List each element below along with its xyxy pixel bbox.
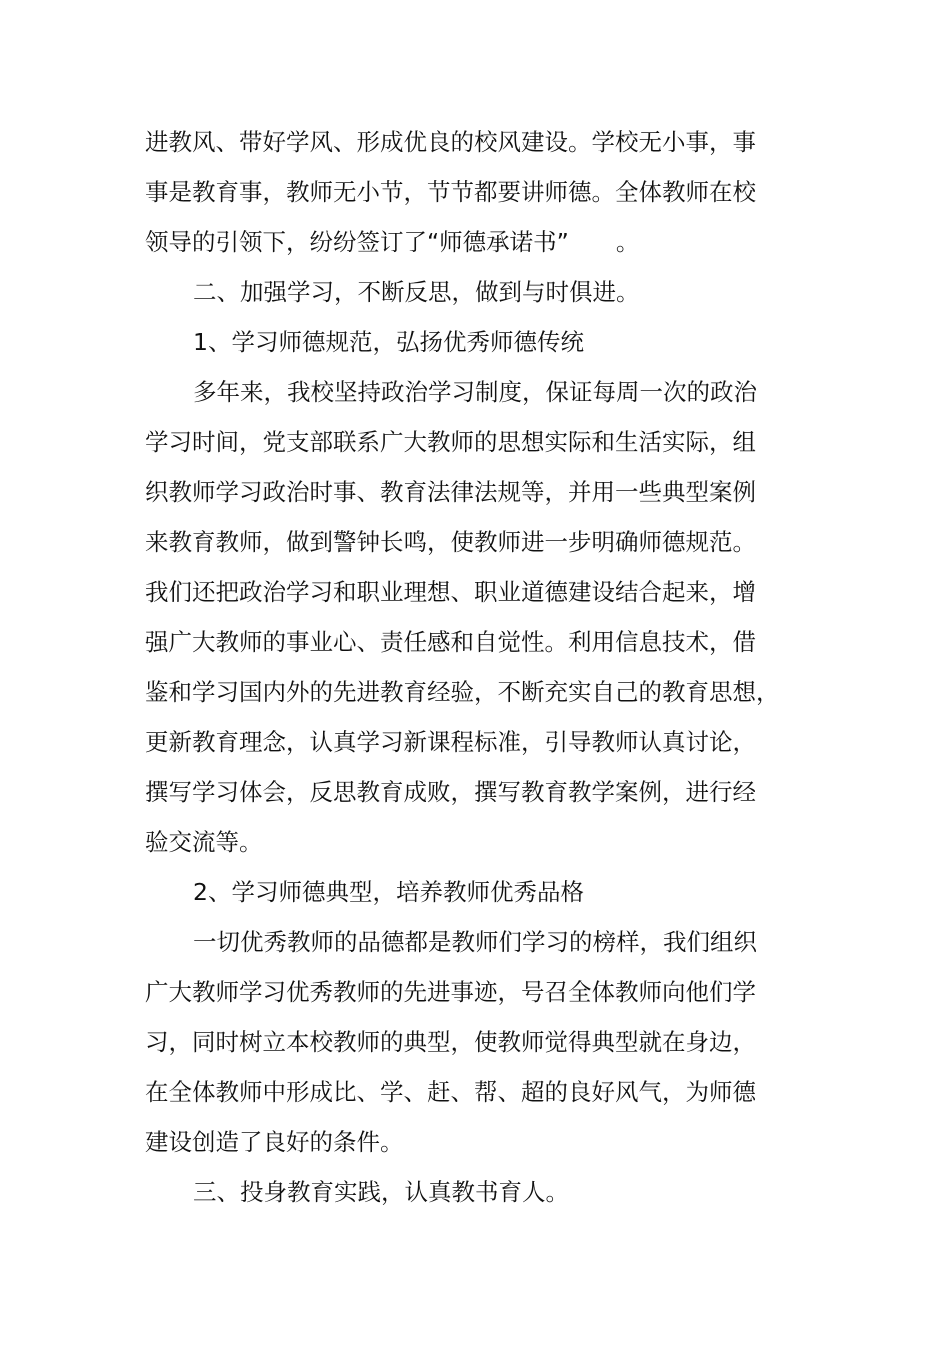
text-line: 织教师学习政治时事、教育法律法规等，并用一些典型案例 xyxy=(145,478,756,506)
text-line: 领导的引领下，纷纷签订了“师德承诺书” 。 xyxy=(145,228,640,256)
subsection-heading: 1、学习师德规范，弘扬优秀师德传统 xyxy=(193,328,584,356)
text-line: 验交流等。 xyxy=(145,828,263,856)
section-heading: 二、加强学习，不断反思，做到与时俱进。 xyxy=(193,278,640,306)
text-line: 事是教育事，教师无小节，节节都要讲师德。全体教师在校 xyxy=(145,178,756,206)
text-line: 强广大教师的事业心、责任感和自觉性。利用信息技术，借 xyxy=(145,628,756,656)
text-line: 鉴和学习国内外的先进教育经验，不断充实自己的教育思想， xyxy=(145,678,780,706)
text-line: 习，同时树立本校教师的典型，使教师觉得典型就在身边， xyxy=(145,1028,756,1056)
section-heading: 三、投身教育实践，认真教书育人。 xyxy=(193,1178,569,1206)
text-line: 进教风、带好学风、形成优良的校风建设。学校无小事，事 xyxy=(145,128,756,156)
text-line: 广大教师学习优秀教师的先进事迹，号召全体教师向他们学 xyxy=(145,978,756,1006)
text-line: 学习时间，党支部联系广大教师的思想实际和生活实际，组 xyxy=(145,428,756,456)
text-line: 撰写学习体会，反思教育成败，撰写教育教学案例，进行经 xyxy=(145,778,756,806)
subsection-heading: 2、学习师德典型，培养教师优秀品格 xyxy=(193,878,584,906)
text-line: 我们还把政治学习和职业理想、职业道德建设结合起来，增 xyxy=(145,578,756,606)
text-line: 多年来，我校坚持政治学习制度，保证每周一次的政治 xyxy=(193,378,757,406)
text-line: 更新教育理念，认真学习新课程标准，引导教师认真讨论， xyxy=(145,728,756,756)
text-line: 在全体教师中形成比、学、赶、帮、超的良好风气，为师德 xyxy=(145,1078,756,1106)
text-line: 一切优秀教师的品德都是教师们学习的榜样，我们组织 xyxy=(193,928,757,956)
text-line: 建设创造了良好的条件。 xyxy=(145,1128,404,1156)
text-line: 来教育教师，做到警钟长鸣，使教师进一步明确师德规范。 xyxy=(145,528,756,556)
